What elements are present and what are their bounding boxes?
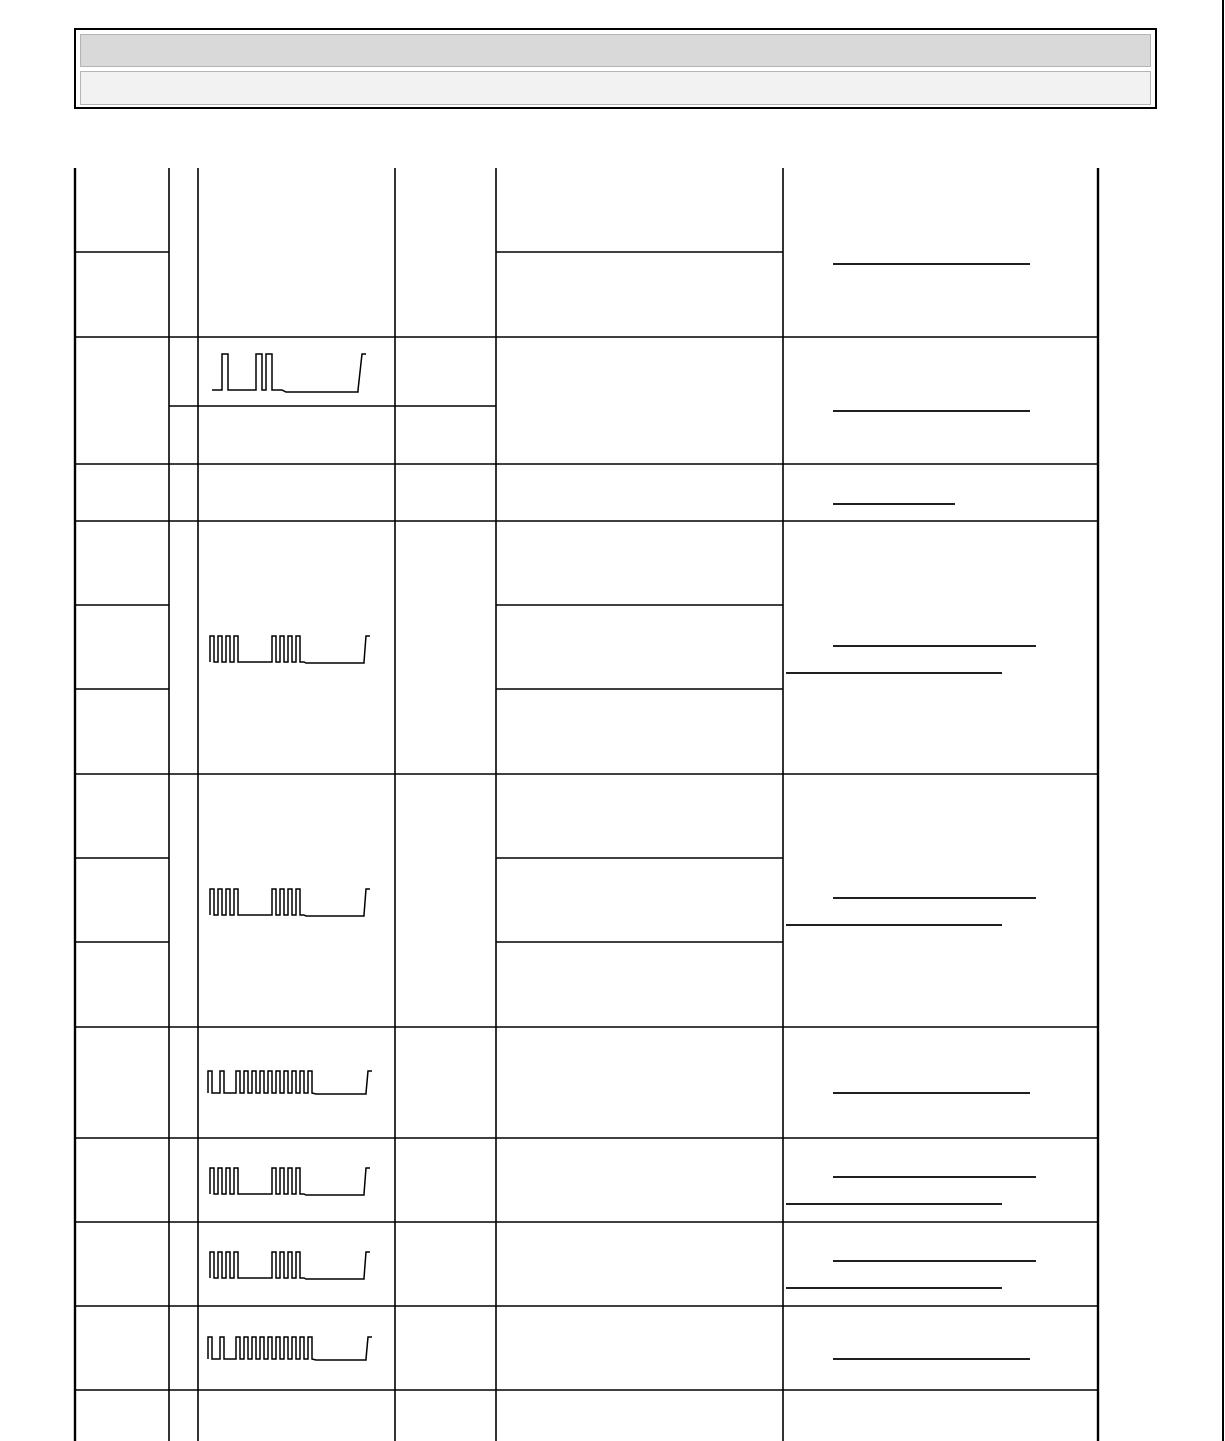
pulse-waveform-icon [210,1252,370,1279]
pulse-waveform-icon [210,1168,370,1195]
pulse-waveform-icon [212,354,366,392]
pulse-waveform-icon [208,1337,372,1360]
pulse-waveform-icon [210,636,370,663]
pulse-waveform-icon [210,889,370,916]
pulse-waveform-icon [208,1071,372,1094]
